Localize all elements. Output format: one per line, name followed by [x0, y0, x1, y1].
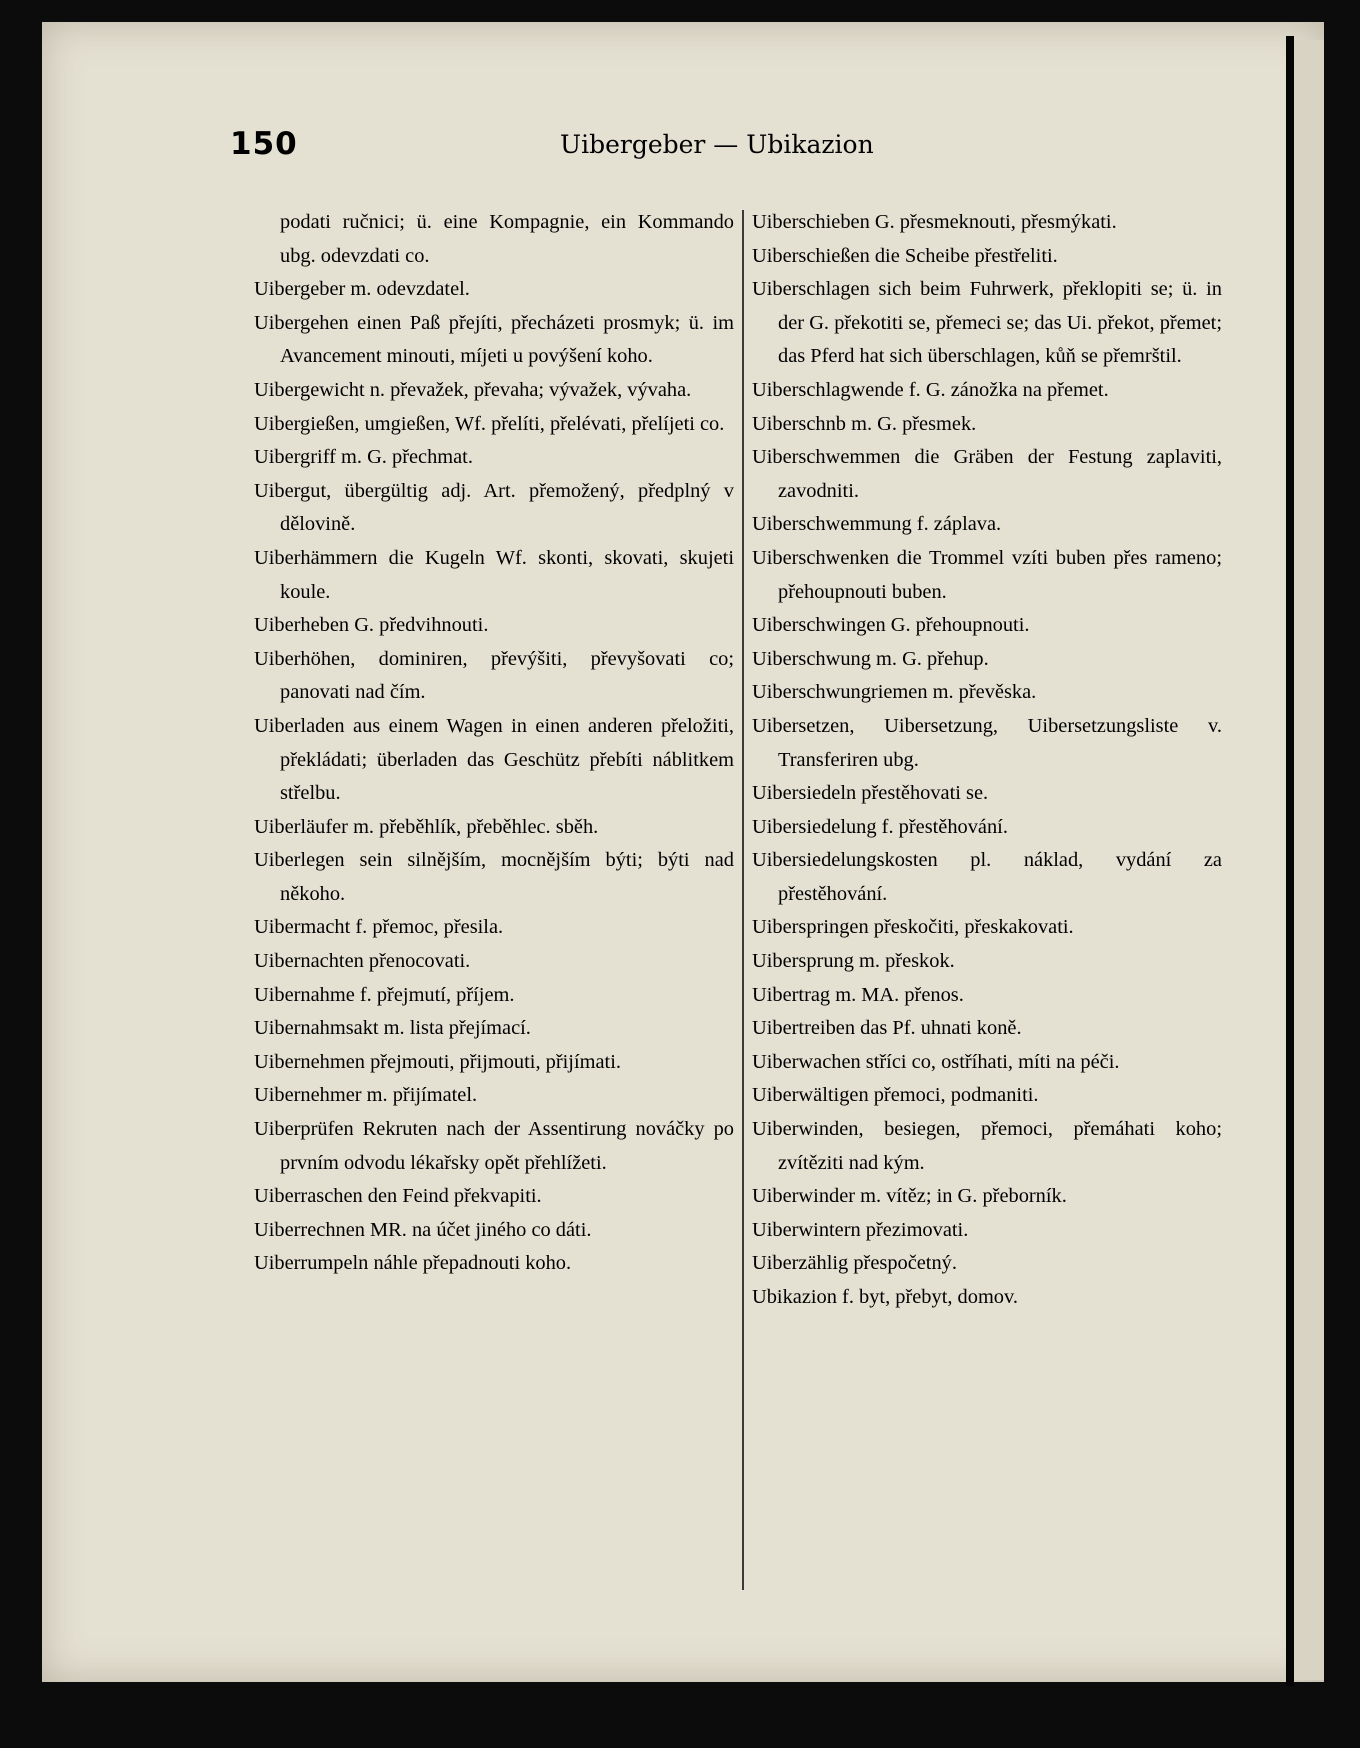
- dictionary-entry: Uiberwinden, besiegen, přemoci, přemáhati koho; zvítěziti nad kým.: [752, 1118, 1222, 1174]
- dictionary-entry: Uiberschwemmung f. záplava.: [752, 513, 1002, 536]
- dictionary-entry: Uibertreiben das Pf. uhnati koně.: [752, 1017, 1022, 1040]
- page-number: 150: [230, 126, 298, 162]
- dictionary-entry: Uiberladen aus einem Wagen in einen anderen přeložiti, překládati; überladen das Geschütz přebíti náblitkem střelbu.: [254, 714, 734, 805]
- dictionary-entry: Uibergeber m. odevzdatel.: [254, 278, 470, 301]
- dictionary-entry: Uibernehmen přejmouti, přijmouti, přijímati.: [254, 1050, 621, 1073]
- column-divider: [742, 210, 744, 1590]
- dictionary-entry: Uibernahmsakt m. lista přejímací.: [254, 1017, 531, 1040]
- dictionary-entry: Uiberhöhen, dominiren, převýšiti, převyšovati co; panovati nad čím.: [254, 647, 734, 704]
- dictionary-entry: Uiberschwungriemen m. převěska.: [752, 681, 1037, 704]
- dictionary-entry: Uiberschlagwende f. G. zánožka na přemet.: [752, 378, 1109, 401]
- dictionary-entry: Uiberwältigen přemoci, podmaniti.: [752, 1084, 1039, 1107]
- dictionary-entry: Uibergießen, umgießen, Wf. přelíti, přelévati, přelíjeti co.: [254, 412, 725, 435]
- dictionary-entry: Uibersprung m. přeskok.: [752, 950, 955, 973]
- dictionary-entry: Uibersetzen, Uibersetzung, Uibersetzungsliste v. Transferiren ubg.: [752, 714, 1222, 771]
- dictionary-entry: Uiberwinder m. vítěz; in G. přeborník.: [752, 1185, 1067, 1208]
- dictionary-entry: Uiberschwenken die Trommel vzíti buben přes rameno; přehoupnouti buben.: [752, 546, 1222, 603]
- dictionary-entry: Uiberschwung m. G. přehup.: [752, 647, 989, 670]
- page-gutter-shadow: [1286, 36, 1294, 1686]
- dictionary-entry: Uibermacht f. přemoc, přesila.: [254, 916, 504, 939]
- dictionary-entry: Uiberzählig přespočetný.: [752, 1252, 957, 1275]
- right-column: [752, 206, 1222, 1315]
- dictionary-entry: Uiberspringen přeskočiti, přeskakovati.: [752, 916, 1074, 939]
- dictionary-entry: Uibernehmer m. přijímatel.: [254, 1084, 478, 1107]
- dictionary-entry: Uiberwintern přezimovati.: [752, 1218, 969, 1241]
- dictionary-entry: Uiberheben G. předvihnouti.: [254, 614, 489, 637]
- dictionary-entry: Uiberlegen sein silnějším, mocnějším býti; býti nad někoho.: [254, 849, 734, 905]
- dictionary-entry: Uiberschießen die Scheibe přestřeliti.: [752, 244, 1058, 267]
- dictionary-entry: Uiberschwemmen die Gräben der Festung zaplaviti, zavodniti.: [752, 446, 1222, 502]
- dictionary-entry: Uiberläufer m. přeběhlík, přeběhlec. sběh.: [254, 815, 599, 838]
- dictionary-entry: Uiberschnb m. G. přesmek.: [752, 412, 977, 435]
- dictionary-entry: Uibergriff m. G. přechmat.: [254, 446, 473, 469]
- running-title: Uibergeber — Ubikazion: [560, 130, 874, 159]
- dictionary-entry: Uibergewicht n. převažek, převaha; vývažek, vývaha.: [254, 378, 692, 401]
- dictionary-entry: Uibersiedelungskosten pl. náklad, vydání za přestěhování.: [752, 849, 1222, 905]
- dictionary-entry: Uibergehen einen Paß přejíti, přecházeti prosmyk; ü. im Avancement minouti, míjeti u povýšení koho.: [254, 311, 734, 368]
- dictionary-entry: podati ručnici; ü. eine Kompagnie, ein Kommando ubg. odevzdati co.: [280, 211, 734, 267]
- dictionary-entry: Uibersiedeln přestěhovati se.: [752, 782, 989, 805]
- dictionary-entry: Uibernahme f. přejmutí, příjem.: [254, 983, 515, 1006]
- dictionary-entry: Uiberhämmern die Kugeln Wf. skonti, skovati, skujeti koule.: [254, 546, 734, 603]
- dictionary-entry: Uiberprüfen Rekruten nach der Assentirung nováčky po prvním odvodu lékařsky opět přehlížeti.: [254, 1118, 734, 1174]
- dictionary-entry: Uiberschwingen G. přehoupnouti.: [752, 614, 1030, 637]
- dictionary-entry: Ubikazion f. byt, přebyt, domov.: [752, 1286, 1018, 1308]
- dictionary-entry: Uiberraschen den Feind překvapiti.: [254, 1185, 542, 1208]
- dictionary-entry: Uiberrechnen MR. na účet jiného co dáti.: [254, 1218, 592, 1241]
- dictionary-entry: Uibernachten přenocovati.: [254, 950, 471, 973]
- page-header: [230, 126, 930, 176]
- dictionary-entry: Uiberschlagen sich beim Fuhrwerk, překlopiti se; ü. in der G. překotiti se, přemeci se; das Ui. překot, přemet; das Pferd hat sich überschlagen, kůň se přemrštil.: [752, 278, 1222, 368]
- dictionary-entry: Uibersiedelung f. přestěhování.: [752, 815, 1008, 838]
- left-column: [254, 206, 734, 1281]
- dictionary-entry: Uiberwachen stříci co, ostříhati, míti na péči.: [752, 1050, 1120, 1073]
- dictionary-entry: Uiberschieben G. přesmeknouti, přesmýkati.: [752, 211, 1117, 233]
- dictionary-entry: Uibergut, übergültig adj. Art. přemožený, předplný v dělovině.: [254, 479, 734, 536]
- facing-page-edge: [1294, 40, 1324, 1680]
- dictionary-entry: Uibertrag m. MA. přenos.: [752, 983, 964, 1006]
- dictionary-entry: Uiberrumpeln náhle přepadnouti koho.: [254, 1252, 572, 1275]
